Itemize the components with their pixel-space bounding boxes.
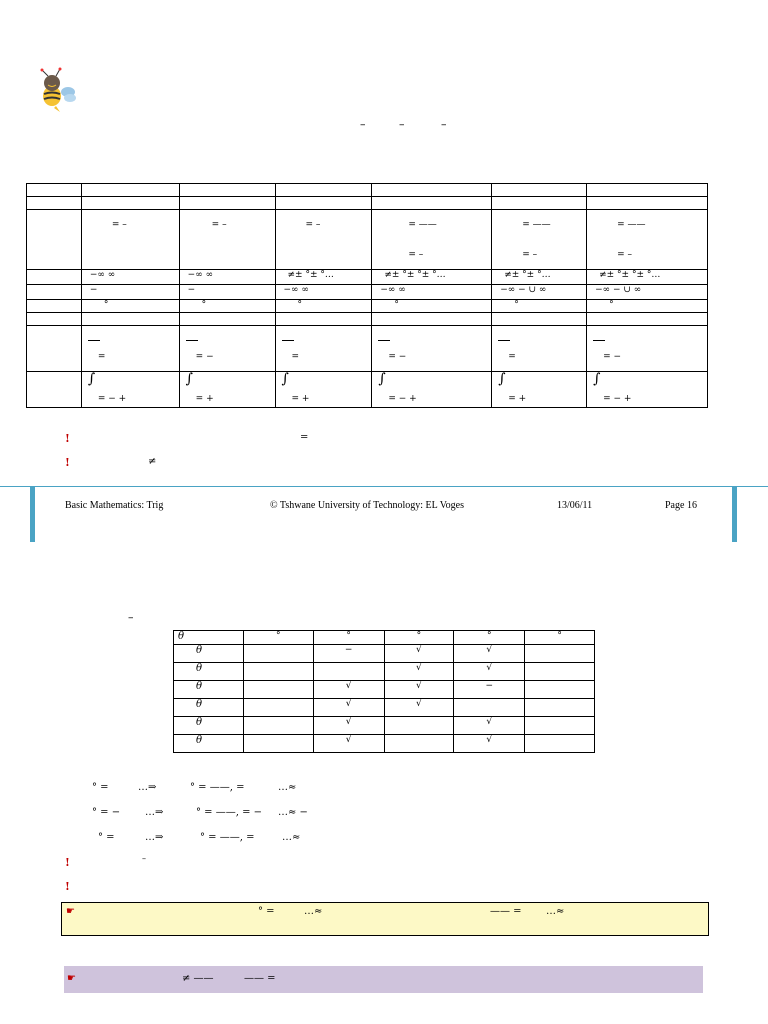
formula-line: …≈	[278, 782, 297, 793]
formula-line: …≈	[282, 832, 301, 843]
footer-right-bar	[732, 486, 737, 542]
section-dash: –	[142, 854, 146, 863]
table-row: − − −∞ ∞ −∞ ∞ −∞ − ∪ ∞ −∞ − ∪ ∞	[27, 285, 708, 300]
table-row: θ − √ √	[174, 645, 595, 663]
tip-box: ☛ ° = …≈ —— = …≈	[61, 902, 709, 936]
special-angles-table	[173, 630, 595, 753]
hand-pointer-icon: ☛	[66, 906, 75, 917]
formula-line: …⇒	[145, 832, 164, 843]
header-dash: –	[360, 118, 366, 131]
table-row: θ √ √	[174, 699, 595, 717]
formula-line: ° = −	[92, 807, 121, 818]
note-box: ☛ ≠ —— —— =	[64, 966, 703, 993]
exclamation-icon: !	[65, 880, 70, 893]
table-row: θ √ √	[174, 735, 595, 753]
table-row: −∞ ∞ −∞ ∞ ≠± °± °… ≠± °± °± °… ≠± °± °… ≠± °± °± °…	[27, 270, 708, 285]
exclamation-icon: !	[65, 456, 70, 469]
section-dash: –	[128, 611, 134, 624]
table-row: ° ° ° ° ° °	[27, 300, 708, 313]
table-row: θ √ √	[174, 717, 595, 735]
exclamation-icon: !	[65, 856, 70, 869]
table-row: = = − = = − = = −	[27, 326, 708, 372]
formula-line: ° =	[98, 832, 115, 843]
footer-page-number: Page 16	[665, 500, 697, 511]
header-dash: –	[441, 118, 447, 131]
footer-date: 13/06/11	[557, 500, 593, 511]
formula-line: ° =	[92, 782, 109, 793]
table-row: ∫ = − + ∫ = + ∫ = + ∫ = − + ∫ = + ∫ = − +	[27, 372, 708, 408]
footer-copyright: © Tshwane University of Technology: EL Voges	[270, 500, 464, 511]
exclamation-icon: !	[65, 432, 70, 445]
table-row: θ √ √	[174, 663, 595, 681]
footer-title: Basic Mathematics: Trig	[65, 500, 164, 511]
trig-functions-table	[26, 183, 708, 408]
formula-line: …⇒	[145, 807, 164, 818]
formula-line: …⇒	[138, 782, 157, 793]
table-row: = – = – = – = —— = – = —— = – = —— = –	[27, 210, 708, 270]
footer-divider	[0, 486, 768, 487]
header-dash: –	[399, 118, 405, 131]
note-text: =	[300, 432, 309, 443]
table-header-row: θ ° ° ° ° °	[174, 631, 595, 645]
footer-left-bar	[30, 486, 35, 542]
note-text: ≠	[148, 456, 157, 467]
formula-line: ° = ——, =	[200, 832, 255, 843]
formula-line: ° = ——, =	[190, 782, 245, 793]
hand-pointer-icon: ☛	[67, 973, 76, 984]
formula-line: …≈ −	[278, 807, 308, 818]
table-row: θ √ √ −	[174, 681, 595, 699]
formula-line: ° = ——, = −	[196, 807, 263, 818]
bee-icon	[30, 66, 78, 114]
